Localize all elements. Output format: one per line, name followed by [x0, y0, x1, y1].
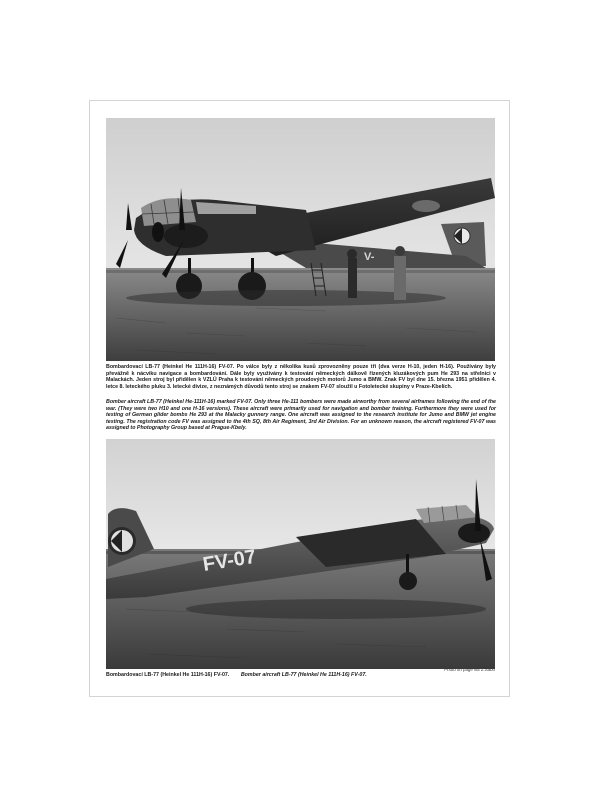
bottom-caption-english: Bomber aircraft LB-77 (Heinkel He 111H-16) FV-07.: [240, 672, 367, 678]
caption-czech: Bombardovací LB-77 (Heinkel He 111H-16) FV-07. Po válce byly z několika kusů zprovozněny pouze tři (dva verze H-10, jeden H-16). Používány byly převážně k nácviku navigace a bombardování. Dále byly využívány k testování německých dálkově řízených kluzákových pum He 293 na střelnici v Malackách. Jeden stroj byl přidělen k VZLÚ Praha k testování německých proudových motorů Jumo a BMW. Znak FV byl dne 15. března 1951 přidělen 4. letce 8. leteckého pluku 3. letecké divize, z neznámých důvodů tento stroj se znakem FV-07 sloužil u Fotoletecké skupiny v Praze-Kbelích.: [106, 364, 496, 390]
photo-he111-front-view: [106, 118, 495, 361]
photo-he111-side-view: [106, 439, 495, 669]
caption-english: Bomber aircraft LB-77 (Heinkel He-111H-16) marked FV-07. Only three He-111 bombers were made airworthy from several airframes following the end of the war. (They were two H10 and one H-16 versions). These aircraft were primarily used for navigation and bomber training. Furthermore they were used for testing of German glider bombs He 293 at the Malacky gunnery range. One aircraft was assigned to the research institute for Jumo and BMW jet engine testing. The registration code FV was assigned to the 4th SQ, 8th Air Regiment, 3rd Air Division. For an unknown reason, the aircraft registered FV-07 was assigned to Photography Group based at Prague-Kbely.: [106, 399, 496, 432]
bottom-caption-czech: Bombardovací LB-77 (Heinkel He 111H-16) FV-07.: [106, 672, 230, 678]
photo-he111-side-image: [106, 439, 495, 669]
photo-he111-front-image: [106, 118, 495, 361]
book-page: [89, 100, 510, 697]
photo-credit: Photo on page via Z.Šabo: [444, 667, 495, 672]
svg-text:V-: V-: [364, 251, 375, 263]
fuselage-code: FV-07: [201, 545, 258, 576]
bottom-caption: [106, 672, 496, 679]
